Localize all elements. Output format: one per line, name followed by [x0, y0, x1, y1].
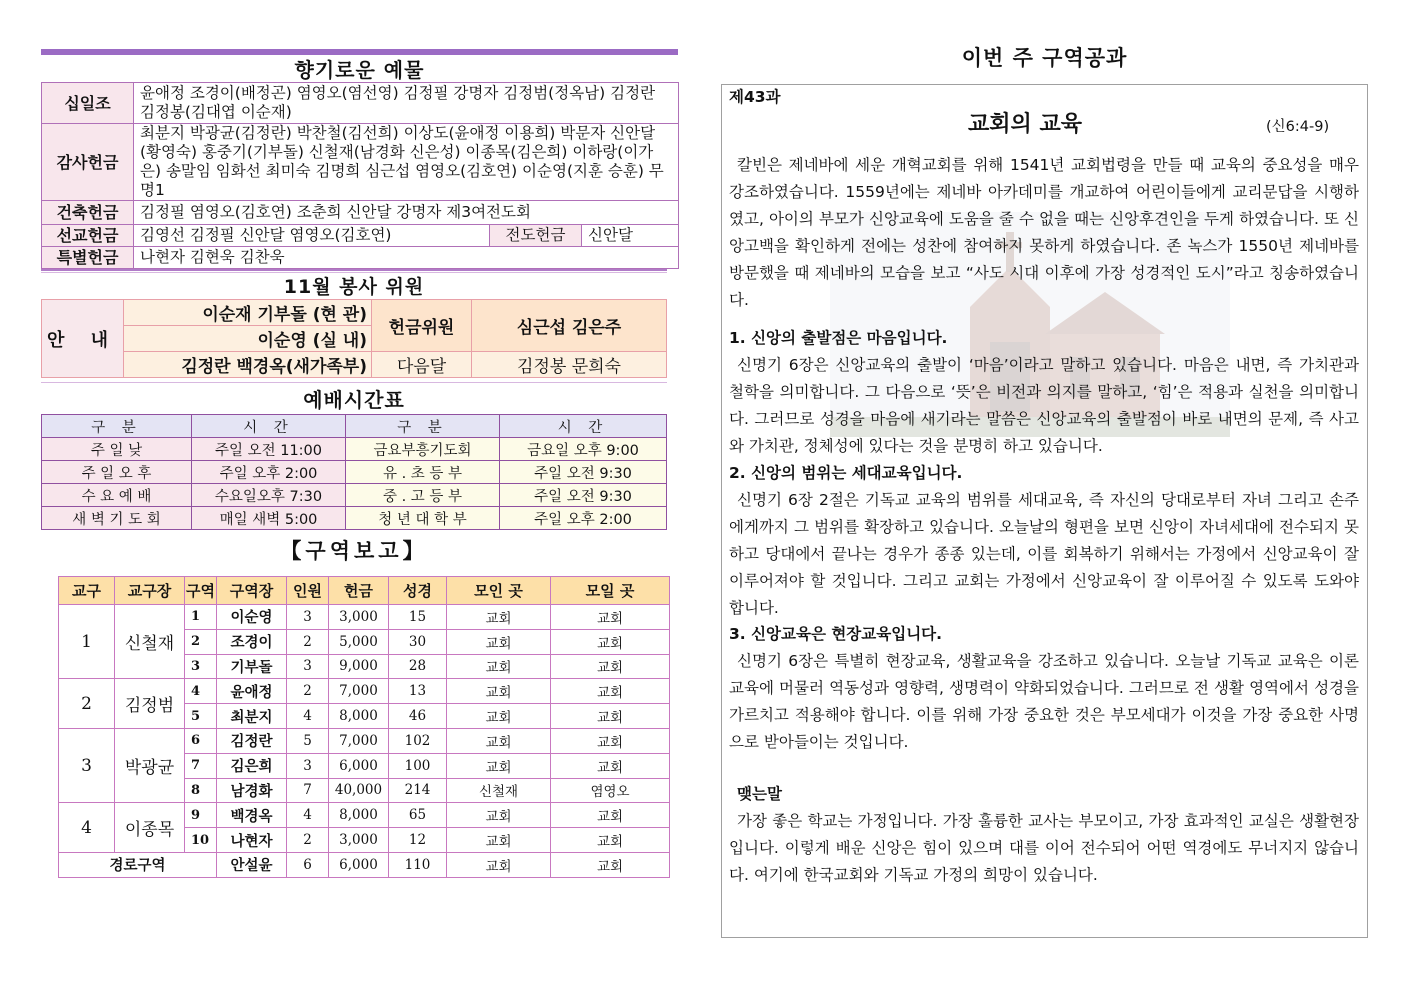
parish-leader: 신철재: [115, 605, 185, 679]
offering-amount: 7,000: [329, 679, 389, 704]
bible-count: 214: [389, 778, 447, 803]
attendance: 2: [287, 679, 329, 704]
meet-place: 교회: [551, 753, 670, 778]
meet-place: 교회: [551, 728, 670, 753]
offering-names: 김영선 김정필 신안달 염영오(김호연): [134, 225, 490, 247]
offerings-top-bar: [41, 49, 678, 55]
lesson-number: 제43과: [729, 88, 781, 106]
bible-count: 30: [389, 629, 447, 654]
zone-number: 5: [185, 704, 217, 729]
offering-names: 최분지 박광균(김정란) 박찬철(김선희) 이상도(윤애정 이용희) 박문자 신안달(황영숙) 홍중기(기부돌) 신철재(남경화 신은성) 이종목(김은희) 이하랑(이가은) 송말임 임화선 최미숙 김명희 심근섭 염영오(김호연) 이순영(지훈 승훈) 무명1: [134, 124, 679, 201]
attendance: 3: [287, 605, 329, 630]
parish-leader: 이종목: [115, 803, 185, 853]
meet-place: 교회: [551, 654, 670, 679]
schedule-cell: 중 . 고 등 부: [346, 484, 500, 507]
zone-leader: 윤애정: [217, 679, 287, 704]
bible-count: 12: [389, 828, 447, 853]
report-header: 모일 곳: [551, 577, 670, 605]
lesson-header: 이번 주 구역공과: [961, 46, 1128, 70]
report-header: 구역장: [217, 577, 287, 605]
offering-row-thanks: [42, 124, 679, 201]
schedule-title: 예배시간표: [303, 388, 405, 412]
schedule-header: 구 분: [346, 415, 500, 438]
section-3-heading: 3. 신앙교육은 현장교육입니다.: [729, 625, 943, 644]
lesson-title: 교회의 교육: [968, 112, 1082, 137]
zone-number: 2: [185, 629, 217, 654]
met-place: 교회: [447, 728, 551, 753]
zone-leader: 기부돌: [217, 654, 287, 679]
met-place: 교회: [447, 803, 551, 828]
schedule-cell: 유 . 초 등 부: [346, 461, 500, 484]
offering-row-special: [42, 247, 679, 269]
section-3-text: 신명기 6장은 특별히 현장교육, 생활교육을 강조하고 있습니다. 오늘날 기독교 교육은 이론 교육에 머물러 역동성과 영향력, 생명력이 약화되었습니다. 그러므로 전 생활 영역에서 성경을 가르치고 적용해야 합니다. 이를 위해 가장 중요한 것은 부모세대가 이것을 가장 중요한 사명으로 받아들이는 것입니다.: [729, 652, 1359, 752]
offering-amount: 40,000: [329, 778, 389, 803]
parish-number: 1: [59, 605, 115, 679]
offering-amount: 5,000: [329, 629, 389, 654]
schedule-cell: 주일 오전 9:30: [500, 484, 667, 507]
report-header: 모인 곳: [447, 577, 551, 605]
table-row: [59, 803, 670, 828]
offering-amount: 9,000: [329, 654, 389, 679]
report-header: 교구장: [115, 577, 185, 605]
schedule-cell: 주일 오전 11:00: [192, 438, 346, 461]
schedule-row: [42, 461, 667, 484]
guide-inside: 이순영 (실 내): [124, 326, 372, 352]
senior-row: [59, 852, 670, 877]
met-place: 교회: [447, 753, 551, 778]
district-report-table: [58, 576, 670, 878]
offering-amount: 3,000: [329, 828, 389, 853]
report-header: 교구: [59, 577, 115, 605]
zone-leader: 백경옥: [217, 803, 287, 828]
schedule-cell: 주일 오후 2:00: [500, 507, 667, 530]
senior-bible: 110: [389, 852, 447, 877]
section-1-text: 신명기 6장은 신앙교육의 출발이 ‘마음’이라고 말하고 있습니다. 마음은 내면, 즉 가치관과 철학을 의미합니다. 그 다음으로 ‘뜻’은 비전과 의지를 말하고, ‘힘’은 적용과 실천을 의미합니다. 그러므로 성경을 마음에 새기라는 말씀은 신앙교육의 출발점이 바로 내면의 문제, 즉 사고와 가치관, 정체성에 있다는 것을 분명히 하고 있습니다.: [729, 356, 1359, 456]
offering-row-building: [42, 201, 679, 225]
offering-names: 윤애정 조경이(배정곤) 염영오(염선영) 김정필 강명자 김정범(정옥남) 김정란 김정봉(김대엽 이순재): [134, 83, 679, 124]
senior-count: 6: [287, 852, 329, 877]
schedule-cell: 금요부흥기도회: [346, 438, 500, 461]
attendance: 2: [287, 828, 329, 853]
zone-leader: 이순영: [217, 605, 287, 630]
attendance: 2: [287, 629, 329, 654]
zone-number: 10: [185, 828, 217, 853]
offering-names: 나현자 김현욱 김찬욱: [134, 247, 679, 269]
meet-place: 교회: [551, 828, 670, 853]
offering-committee-names: 심근섭 김은주: [472, 300, 667, 352]
zone-number: 8: [185, 778, 217, 803]
offering-label-evangelism: 전도헌금: [490, 225, 582, 247]
offering-row-mission: [42, 225, 679, 247]
schedule-row: [42, 484, 667, 507]
met-place: 교회: [447, 679, 551, 704]
closing-text: 가장 좋은 학교는 가정입니다. 가장 훌륭한 교사는 부모이고, 가장 효과적인 교실은 생활현장입니다. 이렇게 배운 신앙은 힘이 있으며 대를 이어 전수되어 어떤 역경에도 무너지지 않습니다. 여기에 한국교회와 기독교 가정의 희망이 있습니다.: [729, 811, 1359, 884]
service-title: 11월 봉사 위원: [283, 276, 425, 298]
table-row: [59, 605, 670, 630]
schedule-cell: 매일 새벽 5:00: [192, 507, 346, 530]
attendance: 5: [287, 728, 329, 753]
offering-amount: 3,000: [329, 605, 389, 630]
offering-label: 건축헌금: [42, 201, 134, 225]
meet-place: 교회: [551, 679, 670, 704]
guide-label: 안 내: [42, 300, 124, 378]
zone-number: 3: [185, 654, 217, 679]
attendance: 7: [287, 778, 329, 803]
offering-committee-label: 헌금위원: [372, 300, 472, 352]
meet-place: 교회: [551, 629, 670, 654]
met-place: 신철재: [447, 778, 551, 803]
met-place: 교회: [447, 828, 551, 853]
offering-names-evangelism: 신안달: [582, 225, 679, 247]
report-header: 성경: [389, 577, 447, 605]
zone-leader: 나현자: [217, 828, 287, 853]
zone-leader: 김정란: [217, 728, 287, 753]
bible-count: 102: [389, 728, 447, 753]
schedule-cell: 주일 오후 2:00: [192, 461, 346, 484]
offerings-title: 향기로운 예물: [294, 58, 425, 82]
attendance: 3: [287, 753, 329, 778]
table-row: [59, 679, 670, 704]
schedule-cell: 수 요 예 배: [42, 484, 192, 507]
met-place: 교회: [447, 704, 551, 729]
report-title: 【구역보고】: [280, 539, 428, 563]
senior-money: 6,000: [329, 852, 389, 877]
lesson-intro: 칼빈은 제네바에 세운 개혁교회를 위해 1541년 교회법령을 만들 때 교육의 중요성을 매우 강조하였습니다. 1559년에는 제네바 아카데미를 개교하여 어린이들에게 교리문답을 시행하였고, 아이의 부모가 신앙교육에 도움을 줄 수 없을 때는 신앙후견인을 두게 하였습니다. 또 신앙고백을 확인하게 전에는 성찬에 참여하지 못하게 하였습니다. 존 녹스가 1550년 제네바를 방문했을 때 제네바의 모습을 보고 “사도 시대 이후에 가장 성경적인 도시”라고 칭송하였습니다.: [729, 156, 1359, 309]
lesson-content: [729, 152, 1359, 889]
schedule-cell: 주 일 오 후: [42, 461, 192, 484]
offering-amount: 6,000: [329, 753, 389, 778]
bible-count: 100: [389, 753, 447, 778]
schedule-cell: 청 년 대 학 부: [346, 507, 500, 530]
guide-entrance: 이순재 기부돌 (현 관): [124, 300, 372, 326]
offerings-bottom-bar: [41, 269, 667, 273]
section-2-heading: 2. 신앙의 범위는 세대교육입니다.: [729, 463, 963, 482]
bible-count: 15: [389, 605, 447, 630]
table-row: [59, 728, 670, 753]
offerings-table: [41, 82, 679, 269]
schedule-header: 시 간: [500, 415, 667, 438]
zone-leader: 최분지: [217, 704, 287, 729]
next-month-label: 다음달: [372, 352, 472, 378]
zone-leader: 남경화: [217, 778, 287, 803]
service-table: [41, 299, 667, 378]
report-header: 헌금: [329, 577, 389, 605]
meet-place: 교회: [551, 704, 670, 729]
offering-label: 선교헌금: [42, 225, 134, 247]
zone-leader: 김은희: [217, 753, 287, 778]
schedule-header: 구 분: [42, 415, 192, 438]
bible-count: 28: [389, 654, 447, 679]
offering-label: 감사헌금: [42, 124, 134, 201]
meet-place: 교회: [551, 605, 670, 630]
offering-label: 특별헌금: [42, 247, 134, 269]
guide-newfamily: 김정란 백경옥(새가족부): [124, 352, 372, 378]
zone-number: 9: [185, 803, 217, 828]
bible-count: 13: [389, 679, 447, 704]
zone-number: 7: [185, 753, 217, 778]
attendance: 4: [287, 704, 329, 729]
parish-number: 2: [59, 679, 115, 729]
schedule-cell: 금요일 오후 9:00: [500, 438, 667, 461]
section-1-heading: 1. 신앙의 출발점은 마음입니다.: [729, 329, 948, 348]
parish-leader: 박광균: [115, 728, 185, 802]
offering-amount: 8,000: [329, 704, 389, 729]
schedule-table: [41, 414, 667, 530]
offering-row-tithe: [42, 83, 679, 124]
schedule-cell: 수요일오후 7:30: [192, 484, 346, 507]
parish-number: 4: [59, 803, 115, 853]
zone-number: 4: [185, 679, 217, 704]
schedule-header: 시 간: [192, 415, 346, 438]
met-place: 교회: [447, 605, 551, 630]
report-header: 구역: [185, 577, 217, 605]
schedule-row: [42, 438, 667, 461]
senior-meet: 교회: [551, 852, 670, 877]
attendance: 3: [287, 654, 329, 679]
report-header: 인원: [287, 577, 329, 605]
parish-leader: 김정범: [115, 679, 185, 729]
zone-leader: 조경이: [217, 629, 287, 654]
senior-leader: 안설윤: [217, 852, 287, 877]
lesson-reference: (신6:4-9): [1266, 119, 1330, 135]
offering-names: 김정필 염영오(김호연) 조춘희 신안달 강명자 제3여전도회: [134, 201, 679, 225]
meet-place: 염영오: [551, 778, 670, 803]
zone-number: 1: [185, 605, 217, 630]
meet-place: 교회: [551, 803, 670, 828]
schedule-row: [42, 507, 667, 530]
bible-count: 46: [389, 704, 447, 729]
schedule-cell: 주 일 낮: [42, 438, 192, 461]
zone-number: 6: [185, 728, 217, 753]
attendance: 4: [287, 803, 329, 828]
senior-label: 경로구역: [59, 852, 217, 877]
section-2-text: 신명기 6장 2절은 기독교 교육의 범위를 세대교육, 즉 자신의 당대로부터 자녀 그리고 손주에게까지 그 범위를 확장하고 있습니다. 오늘날의 형편을 보면 신앙이 자녀세대에 전수되지 못하고 당대에서 끝나는 경우가 종종 있는데, 이를 회복하기 위해서는 가정에서 신앙교육이 잘 이루어져야 할 것입니다. 그리고 교회는 가정에서 신앙교육이 잘 이루어질 수 있도록 도와야 합니다.: [729, 490, 1359, 617]
parish-number: 3: [59, 728, 115, 802]
schedule-cell: 새 벽 기 도 회: [42, 507, 192, 530]
offering-amount: 8,000: [329, 803, 389, 828]
service-divider: [41, 382, 667, 383]
next-month-names: 김정봉 문희숙: [472, 352, 667, 378]
schedule-cell: 주일 오전 9:30: [500, 461, 667, 484]
bible-count: 65: [389, 803, 447, 828]
closing-heading: 맺는말: [737, 784, 782, 803]
offering-amount: 7,000: [329, 728, 389, 753]
met-place: 교회: [447, 629, 551, 654]
offering-label: 십일조: [42, 83, 134, 124]
met-place: 교회: [447, 654, 551, 679]
senior-met: 교회: [447, 852, 551, 877]
